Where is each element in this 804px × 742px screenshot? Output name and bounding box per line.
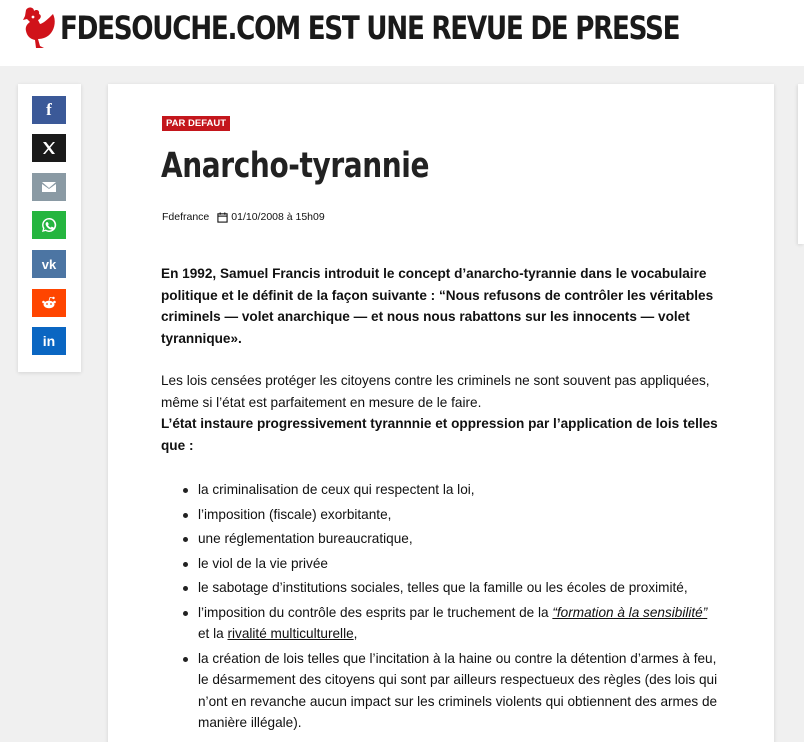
x-share-button[interactable]: [32, 134, 66, 162]
vk-icon: vk: [41, 256, 57, 272]
list-item: le sabotage d’institutions sociales, telles que la famille ou les écoles de proximité,: [161, 577, 721, 599]
x-icon: [41, 140, 57, 156]
whatsapp-share-button[interactable]: [32, 211, 66, 239]
envelope-icon: [41, 179, 57, 195]
author-link[interactable]: Fdefrance: [162, 211, 210, 223]
share-bar: [18, 84, 81, 372]
list-item: la création de lois telles que l’incitation à la haine ou contre la détention d’armes à feu, le désarmement des citoyens qui sont par ailleurs respectueux des règles (des lois qui n’ont en revanche aucun impact sur les criminels violents qui obtiennent des armes de manière illégale).: [161, 648, 721, 734]
rivalite-multiculturelle-link[interactable]: rivalité multiculturelle: [227, 626, 354, 641]
list-item-text: ,: [353, 626, 358, 641]
site-logo[interactable]: [18, 6, 804, 50]
formation-sensibilite-link[interactable]: “formation à la sensibilité”: [552, 604, 708, 620]
law-list: [161, 479, 721, 734]
article-meta: [162, 211, 325, 223]
category-badge[interactable]: PAR DEFAUT: [162, 116, 230, 131]
list-item: une réglementation bureaucratique,: [161, 528, 721, 550]
body-paragraph-bold: L’état instaure progressivement tyrannnie et oppression par l’application de lois telles que :: [161, 416, 718, 453]
email-share-button[interactable]: [32, 173, 66, 201]
linkedin-share-button[interactable]: [32, 327, 66, 355]
article-card: [108, 84, 774, 742]
rooster-icon: [18, 6, 58, 50]
list-item: le viol de la vie privée: [161, 553, 721, 575]
whatsapp-icon: [41, 217, 57, 233]
article-title: Anarcho-tyrannie: [161, 146, 430, 186]
vk-share-button[interactable]: [32, 250, 66, 278]
reddit-share-button[interactable]: [32, 289, 66, 317]
facebook-icon: f: [46, 100, 52, 119]
site-header: [0, 0, 804, 66]
linkedin-icon: in: [42, 333, 56, 349]
facebook-share-button[interactable]: [32, 96, 66, 124]
sidebar-widget-edge: [798, 84, 804, 244]
list-item: l’imposition (fiscale) exorbitante,: [161, 504, 721, 526]
body-paragraph-text: Les lois censées protéger les citoyens contre les criminels ne sont souvent pas appliquées, même si l’état est parfaitement en mesure de le faire.: [161, 373, 710, 410]
site-title: FDESOUCHE.COM EST UNE REVUE DE PRESSE: [60, 9, 680, 47]
list-item-text: l’imposition du contrôle des esprits par le truchement de la: [198, 604, 553, 620]
lead-paragraph: En 1992, Samuel Francis introduit le concept d’anarcho-tyrannie dans le vocabulaire politique et le définit de la façon suivante : “Nous refusons de contrôler les véritables criminels — volet anarchique — et nous nous rabattons sur les innocents — volet tyrannique».: [161, 266, 714, 346]
reddit-icon: [41, 295, 57, 311]
article-date: 01/10/2008 à 15h09: [231, 211, 325, 223]
body-paragraph: [161, 370, 721, 456]
list-item-text: et la: [198, 626, 228, 641]
list-item: [161, 602, 721, 645]
calendar-icon: [217, 212, 228, 223]
article-body: [161, 263, 721, 737]
list-item: la criminalisation de ceux qui respectent la loi,: [161, 479, 721, 501]
